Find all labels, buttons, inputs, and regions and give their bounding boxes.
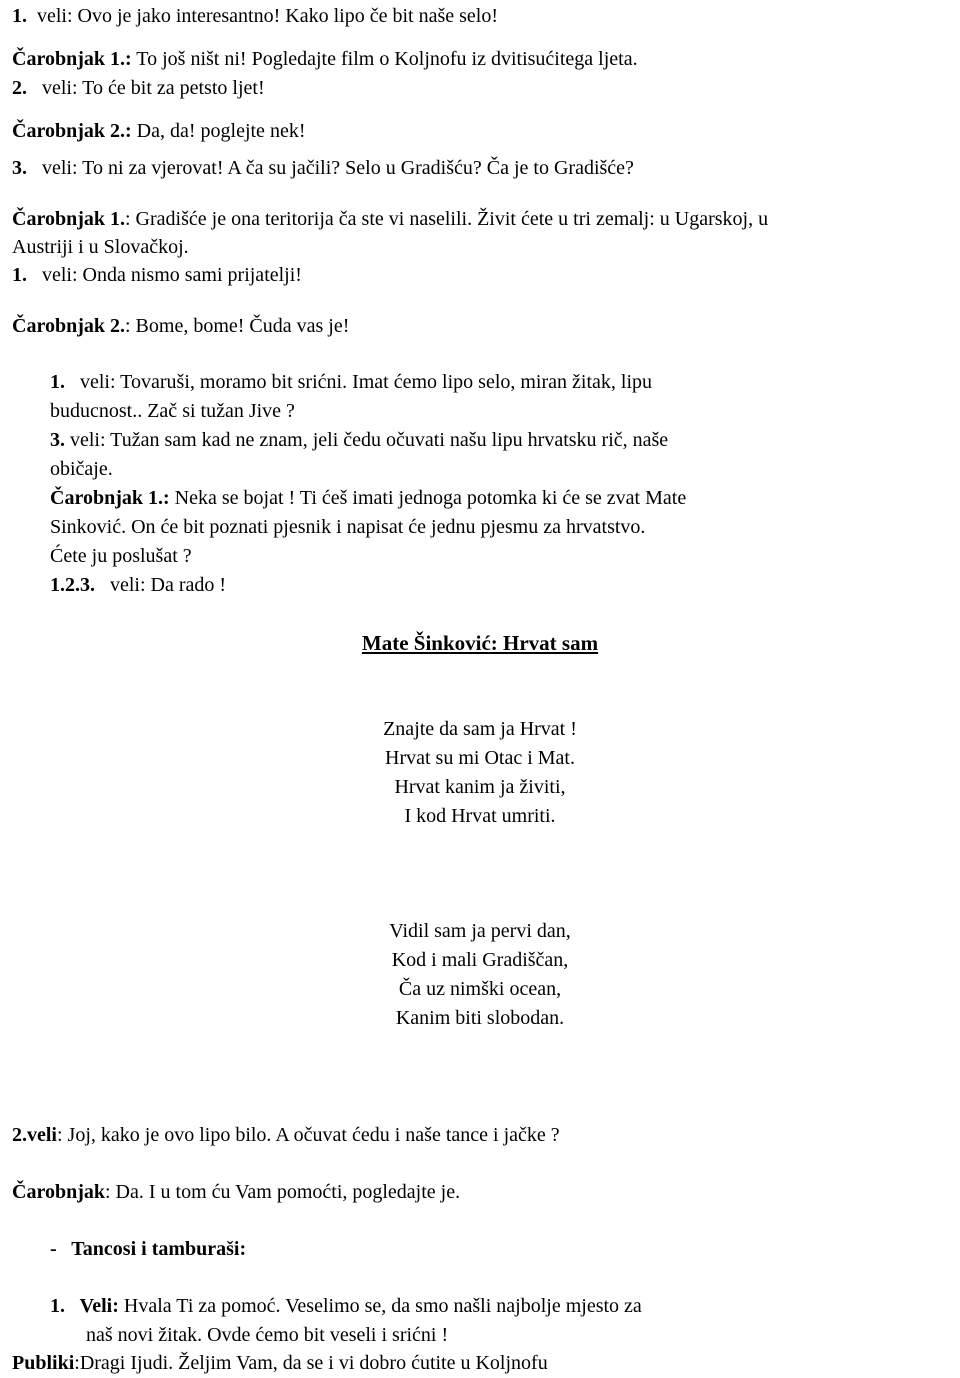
line-15: Sinković. On će bit poznati pjesnik i napisat će jednu pjesmu za hrvatstvo. <box>50 516 646 538</box>
end-line-3: - Tancosi i tamburaši: <box>50 1238 247 1260</box>
line-3: 2. veli: To će bit za petsto ljet! <box>12 77 265 99</box>
end-line-4: 1. Veli: Hvala Ti za pomoć. Veselimo se, da smo našli najbolje mjesto za <box>50 1295 642 1317</box>
line-6: Čarobnjak 1.: Gradišće je ona teritorija ča ste vi naselili. Živit ćete u tri zemalj: u Ugarskoj, u <box>12 208 769 230</box>
end-line-5: naš novi žitak. Ovde ćemo bit veseli i srićni ! <box>86 1324 449 1346</box>
stanza2-line: Kanim biti slobodan. <box>395 1007 565 1029</box>
stanza1-line: Znajte da sam ja Hrvat ! <box>383 718 577 740</box>
line-9: Čarobnjak 2.: Bome, bome! Čuda vas je! <box>12 315 350 337</box>
end-line-2: Čarobnjak: Da. I u tom ću Vam pomoćti, pogledajte je. <box>12 1181 461 1203</box>
line-5: 3. veli: To ni za vjerovat! A ča su jačili? Selo u Gradišću? Ča je to Gradišće? <box>12 157 634 179</box>
line-8: 1. veli: Onda nismo sami prijatelji! <box>12 264 302 286</box>
end-line-6: Publiki:Dragi Ijudi. Željim Vam, da se i vi dobro ćutite u Koljnofu <box>12 1352 548 1374</box>
stanza2-line: Vidil sam ja pervi dan, <box>389 920 571 942</box>
line-7: Austriji i u Slovačkoj. <box>12 236 189 258</box>
stanza2-line: Ča uz nimški ocean, <box>398 978 562 1000</box>
line-14: Čarobnjak 1.: Neka se bojat ! Ti ćeš imati jednoga potomka ki će se zvat Mate <box>50 487 687 509</box>
line-17: 1.2.3. veli: Da rado ! <box>50 574 227 596</box>
line-12: 3. veli: Tužan sam kad ne znam, jeli čedu očuvati našu lipu hrvatsku rič, naše <box>50 429 669 451</box>
line-16: Ćete ju poslušat ? <box>50 545 192 567</box>
line-10: 1. veli: Tovaruši, moramo bit srićni. Imat ćemo lipo selo, miran žitak, lipu <box>50 371 653 393</box>
line-1: 1. veli: Ovo je jako interesantno! Kako lipo če bit naše selo! <box>12 5 498 27</box>
stanza1-line: Hrvat kanim ja živiti, <box>394 776 566 798</box>
stanza2-line: Kod i mali Gradiščan, <box>391 949 569 971</box>
poem-title: Mate Šinković: Hrvat sam <box>361 631 599 655</box>
line-2: Čarobnjak 1.: To još ništ ni! Pogledajte film o Koljnofu iz dvitisućitega ljeta. <box>12 48 638 70</box>
line-4: Čarobnjak 2.: Da, da! poglejte nek! <box>12 120 306 142</box>
line-13: običaje. <box>50 458 113 480</box>
stanza1-line: Hrvat su mi Otac i Mat. <box>385 747 575 769</box>
line-11: buducnost.. Zač si tužan Jive ? <box>50 400 295 422</box>
stanza1-line: I kod Hrvat umriti. <box>404 805 556 827</box>
end-line-1: 2.veli: Joj, kako je ovo lipo bilo. A očuvat ćedu i naše tance i jačke ? <box>12 1124 560 1146</box>
